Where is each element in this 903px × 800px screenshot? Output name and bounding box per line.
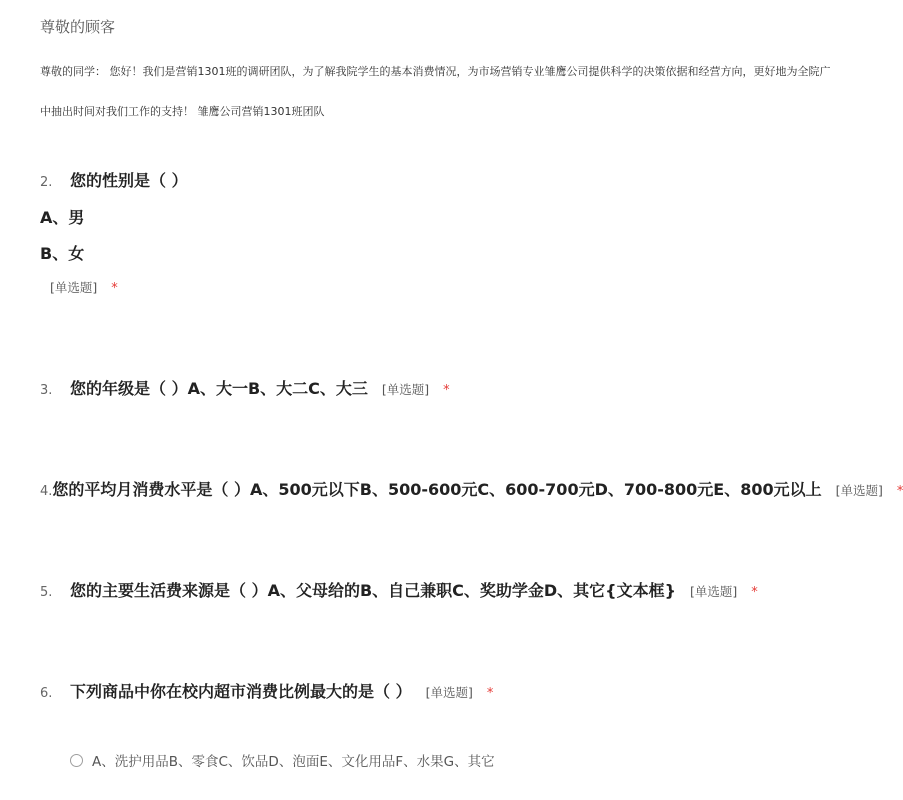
question-text: 您的平均月消费水平是（ ）A、500元以下B、500-600元C、600-700元D、700-800元E、800元以上	[52, 480, 822, 499]
question-2-option-b: B、女	[40, 244, 85, 263]
question-type-badge: [单选题]	[381, 382, 430, 397]
survey-intro	[40, 52, 900, 132]
question-text: 下列商品中你在校内超市消费比例最大的是（ ）	[70, 682, 412, 701]
intro-line: 中抽出时间对我们工作的支持！ 雏鹰公司营销1301班团队	[40, 105, 325, 118]
question-5	[40, 578, 900, 601]
question-type-badge: [单选题]	[50, 280, 98, 295]
radio-button[interactable]	[70, 754, 83, 767]
question-6	[40, 679, 900, 702]
required-marker: *	[751, 585, 758, 600]
question-4	[40, 477, 903, 500]
question-2-meta	[50, 278, 118, 296]
question-text: 您的年级是（ ）A、大一B、大二C、大三	[70, 379, 368, 398]
question-number: 6.	[40, 686, 53, 701]
required-marker: *	[486, 686, 494, 701]
question-2	[40, 168, 900, 191]
question-number: 3.	[40, 383, 53, 398]
question-number: 5.	[40, 585, 53, 600]
required-marker: *	[443, 383, 450, 398]
question-text: 您的性别是（ ）	[70, 171, 188, 190]
question-2-option-a: A、男	[40, 208, 85, 227]
question-number: 2.	[40, 175, 53, 190]
question-type-badge: [单选题]	[689, 584, 738, 599]
question-text: 您的主要生活费来源是（ ）A、父母给的B、自己兼职C、奖助学金D、其它{文本框}	[70, 581, 676, 600]
question-type-badge: [单选题]	[425, 685, 473, 700]
page-title: 尊敬的顾客	[40, 18, 116, 36]
question-3	[40, 376, 900, 399]
question-type-badge: [单选题]	[835, 483, 883, 498]
required-marker: *	[896, 484, 903, 499]
required-marker: *	[111, 281, 118, 296]
radio-option-label[interactable]: A、洗护用品B、零食C、饮品D、泡面E、文化用品F、水果G、其它	[92, 754, 495, 770]
intro-line: 尊敬的同学： 您好！我们是营销1301班的调研团队，为了解我院学生的基本消费情况，为市场营销专业雏鹰公司提供科学的决策依据和经营方向，更好地为全院广	[40, 65, 831, 78]
question-number: 4.	[40, 484, 53, 499]
question-6-option-a[interactable]	[70, 750, 495, 770]
